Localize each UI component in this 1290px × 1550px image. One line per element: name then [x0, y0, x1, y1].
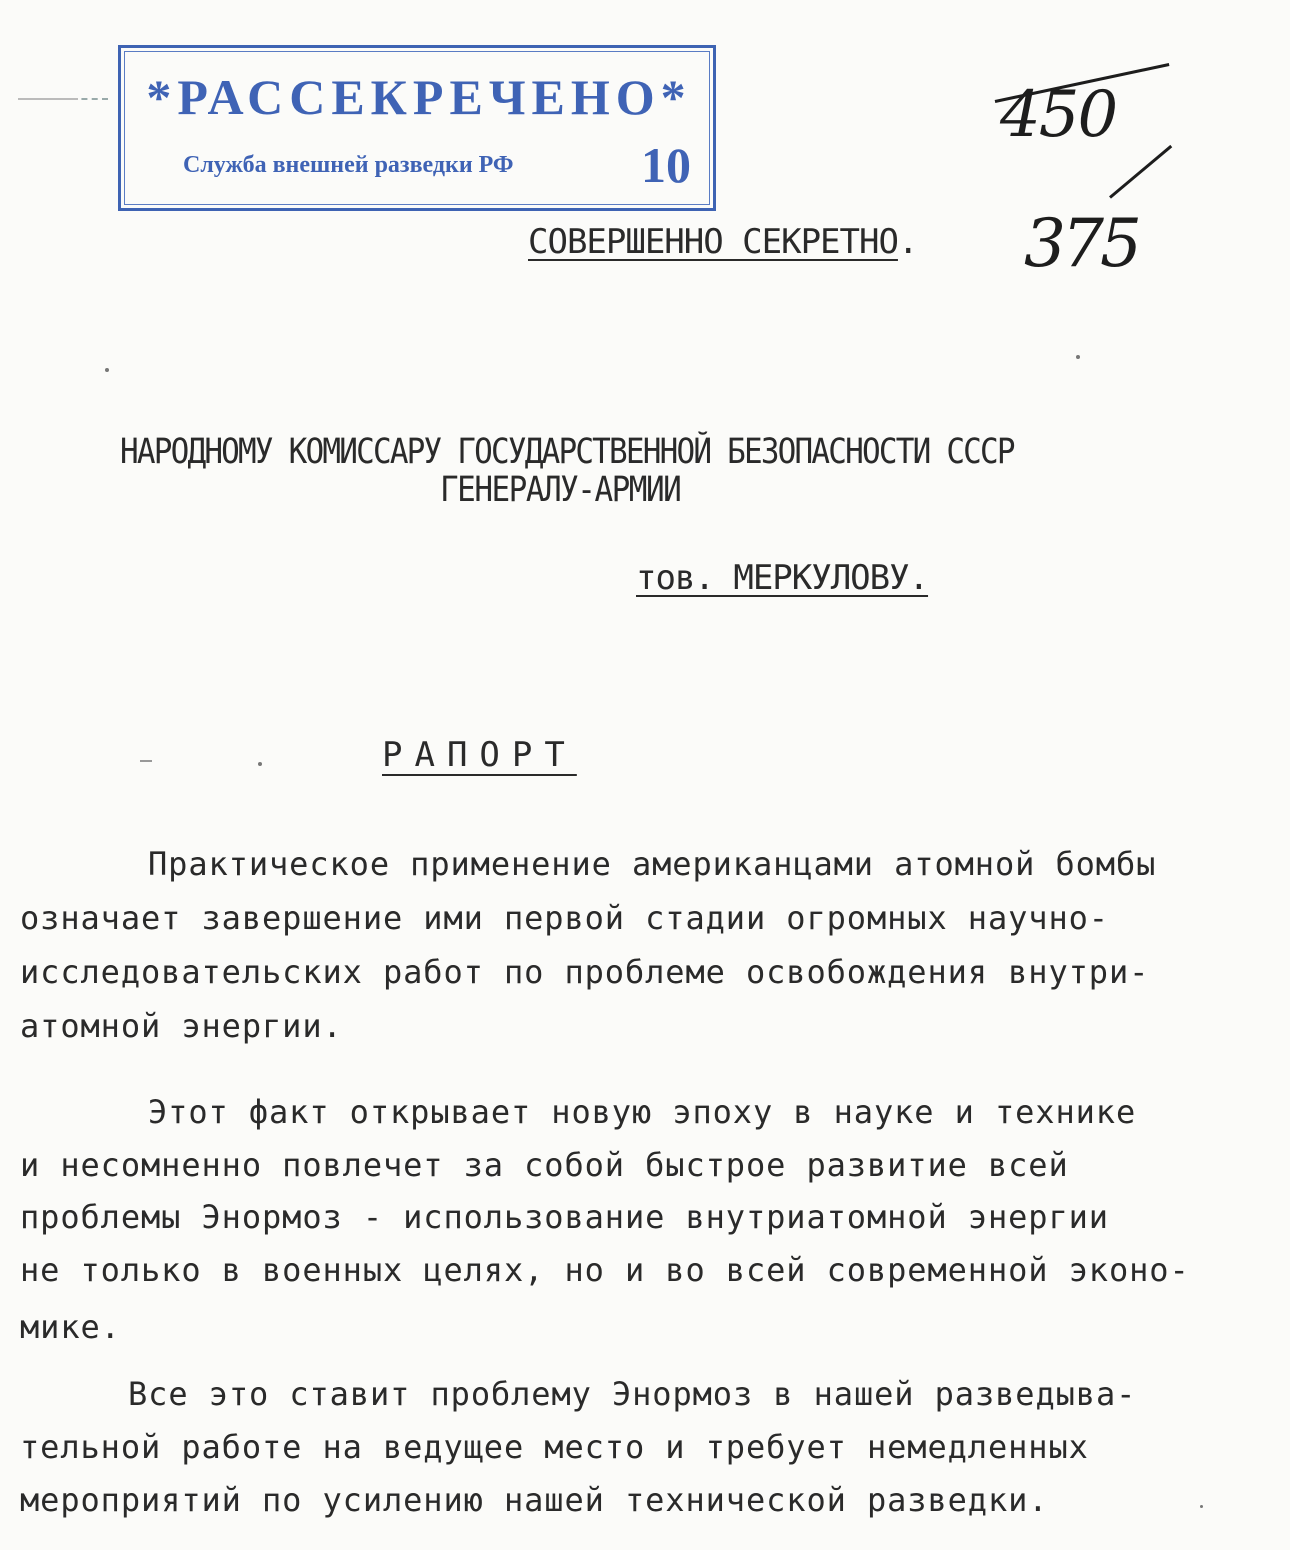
- classification-mark: [528, 222, 917, 262]
- addressee-name: тов. МЕРКУЛОВУ.: [636, 558, 929, 598]
- handwritten-stroke: [1109, 145, 1172, 199]
- body-line: Практическое применение американцами атомной бомбы: [148, 845, 1157, 883]
- classification-period: .: [897, 222, 918, 262]
- body-line: Все это ставит проблему Энормоз в нашей разведыва-: [128, 1375, 1137, 1413]
- addressee-line-2: ГЕНЕРАЛУ-АРМИИ: [440, 469, 681, 511]
- handwritten-old-number: 450: [1000, 78, 1117, 152]
- body-line: означает завершение ими первой стадии огромных научно-: [20, 899, 1109, 937]
- stamp-title: *РАССЕКРЕЧЕНО*: [146, 69, 692, 125]
- addressee-line-1: НАРОДНОМУ КОМИССАРУ ГОСУДАРСТВЕННОЙ БЕЗОПАСНОСТИ СССР: [120, 431, 1014, 473]
- stamp-number: 10: [641, 137, 691, 193]
- body-line: Этот факт открывает новую эпоху в науке и технике: [148, 1093, 1137, 1131]
- paper-speck: [1076, 355, 1080, 359]
- body-line: исследовательских работ по проблеме освобождения внутри-: [20, 953, 1150, 991]
- body-line: тельной работе на ведущее место и требует немедленных: [20, 1428, 1089, 1466]
- body-line: и несомненно повлечет за собой быстрое развитие всей: [20, 1146, 1069, 1184]
- handwritten-new-number: 375: [1024, 205, 1138, 282]
- paper-mark: [18, 98, 78, 100]
- paper-speck: [105, 368, 109, 372]
- declassified-stamp: [118, 45, 716, 211]
- body-line: мике.: [20, 1308, 121, 1346]
- addressee-line-3: [636, 558, 928, 598]
- body-line: атомной энергии.: [20, 1007, 343, 1045]
- body-line: мероприятий по усилению нашей технической разведки.: [20, 1481, 1049, 1519]
- document-title-text: РАПОРТ: [382, 735, 577, 775]
- classification-text: СОВЕРШЕННО СЕКРЕТНО: [528, 222, 898, 262]
- body-line: не только в военных целях, но и во всей современной эконо-: [20, 1251, 1190, 1289]
- document-title: [382, 735, 577, 775]
- stamp-subtitle: Служба внешней разведки РФ: [183, 152, 514, 178]
- body-line: проблемы Энормоз - использование внутриатомной энергии: [20, 1198, 1109, 1236]
- paper-speck: [258, 762, 262, 766]
- paper-speck: [1200, 1505, 1203, 1508]
- paper-mark: [140, 760, 152, 762]
